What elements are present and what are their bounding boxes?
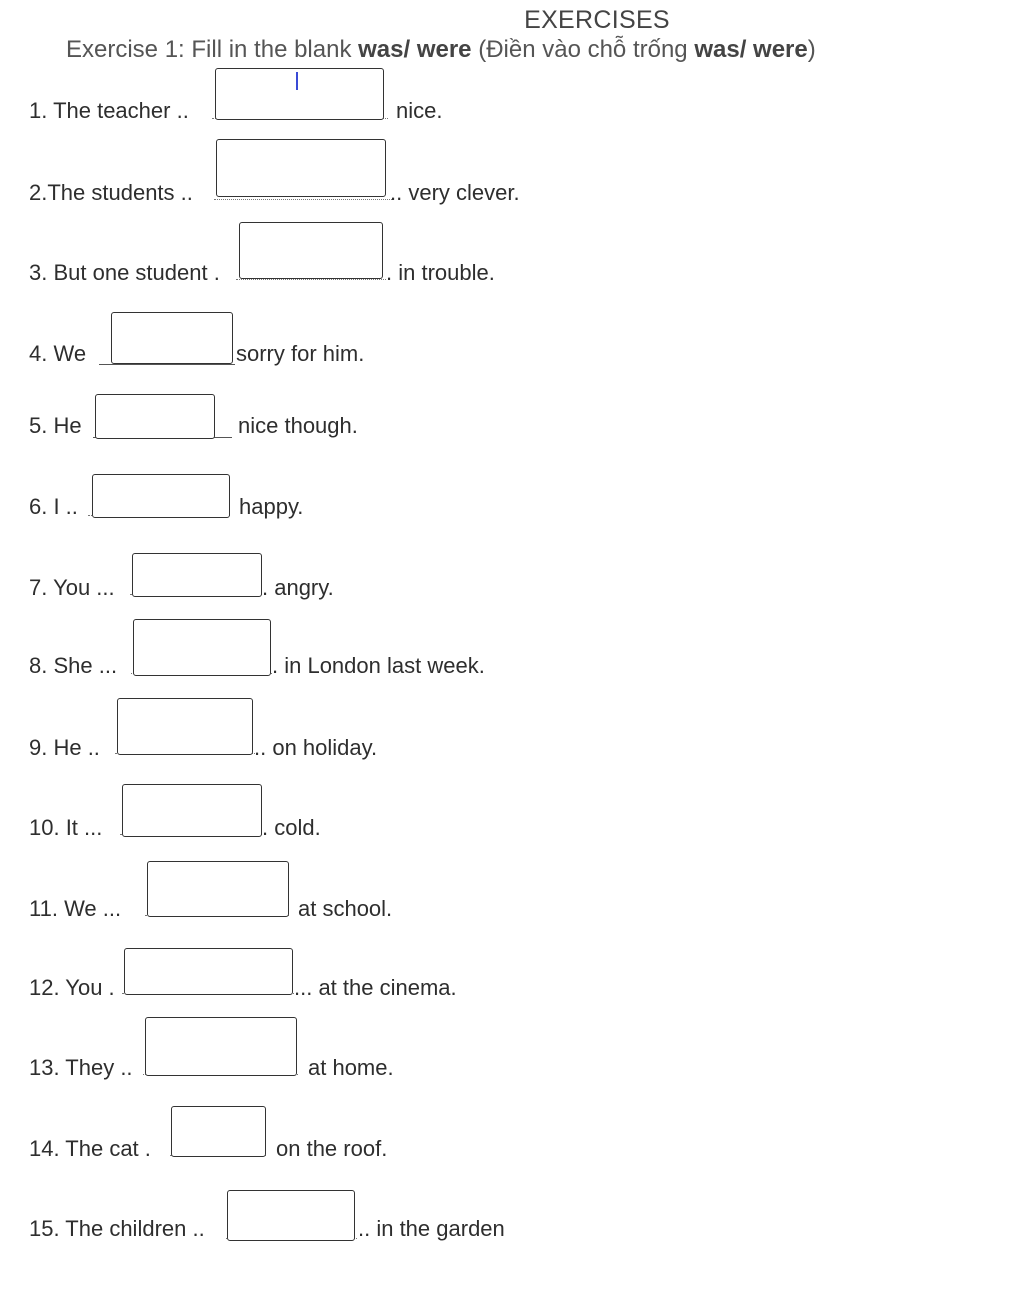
answer-box-10[interactable]	[122, 784, 262, 837]
exercise-item-13-suffix: at home.	[308, 1055, 394, 1080]
exercise-item-12-suffix: ... at the cinema.	[294, 975, 457, 1000]
dotted-line-3	[236, 279, 386, 280]
exercise-item-8-prefix: 8. She ...	[29, 653, 118, 678]
exercise-item-4-suffix: sorry for him.	[236, 341, 365, 366]
exercise-item-5-suffix: nice though.	[238, 413, 358, 438]
answer-box-14[interactable]	[171, 1106, 266, 1157]
text-cursor	[296, 72, 298, 90]
exercise-item-2-suffix: .. very clever.	[390, 180, 520, 205]
instructions-bold-was-were-2: was/ were	[694, 36, 808, 63]
answer-box-5[interactable]	[95, 394, 215, 439]
exercise-item-7-suffix: . angry.	[262, 575, 334, 600]
exercise-item-12-prefix: 12. You .	[29, 975, 115, 1000]
answer-box-9[interactable]	[117, 698, 253, 755]
exercise-item-11-prefix: 11. We ...	[29, 896, 122, 921]
exercise-item-1-suffix: nice.	[396, 98, 443, 123]
answer-box-11[interactable]	[147, 861, 289, 917]
dotted-line-2	[214, 199, 392, 200]
answer-box-2[interactable]	[216, 139, 386, 197]
page-title: EXERCISES	[524, 6, 670, 34]
exercise-item-3-suffix: . in trouble.	[386, 260, 495, 285]
answer-box-6[interactable]	[92, 474, 230, 518]
exercise-item-1-prefix: 1. The teacher ..	[29, 98, 189, 123]
exercise-instructions	[66, 36, 816, 64]
answer-box-4[interactable]	[111, 312, 233, 364]
instructions-bold-was-were: was/ were	[358, 36, 472, 63]
exercise-item-6-suffix: happy.	[239, 494, 304, 519]
exercise-item-10-suffix: . cold.	[262, 815, 321, 840]
exercise-item-7-prefix: 7. You ...	[29, 575, 115, 600]
answer-box-15[interactable]	[227, 1190, 355, 1241]
exercise-item-2-prefix: 2.The students ..	[29, 180, 193, 205]
instructions-prefix: Exercise 1: Fill in the blank	[66, 36, 359, 63]
exercise-item-6-prefix: 6. I ..	[29, 494, 78, 519]
answer-box-3[interactable]	[239, 222, 383, 279]
exercise-item-15-prefix: 15. The children ..	[29, 1216, 205, 1241]
exercise-item-11-suffix: at school.	[298, 896, 393, 921]
exercise-item-5-prefix: 5. He	[29, 413, 82, 438]
exercise-item-9-suffix: .. on holiday.	[254, 735, 378, 760]
exercise-item-3-prefix: 3. But one student .	[29, 260, 220, 285]
answer-box-12[interactable]	[124, 948, 293, 995]
exercise-item-15-suffix: .. in the garden	[358, 1216, 505, 1241]
instructions-middle: (Điền vào chỗ trống	[471, 36, 695, 63]
answer-box-8[interactable]	[133, 619, 271, 676]
exercise-item-10-prefix: 10. It ...	[29, 815, 103, 840]
exercise-item-14-suffix: on the roof.	[276, 1136, 388, 1161]
answer-box-1[interactable]	[215, 68, 384, 120]
exercise-item-13-prefix: 13. They ..	[29, 1055, 133, 1080]
exercise-item-9-prefix: 9. He ..	[29, 735, 100, 760]
exercise-item-4-prefix: 4. We	[29, 341, 87, 366]
exercise-item-14-prefix: 14. The cat .	[29, 1136, 151, 1161]
answer-box-7[interactable]	[132, 553, 262, 597]
underline-4	[99, 364, 235, 365]
exercise-item-8-suffix: . in London last week.	[272, 653, 485, 678]
instructions-end: )	[807, 36, 816, 63]
answer-box-13[interactable]	[145, 1017, 297, 1076]
